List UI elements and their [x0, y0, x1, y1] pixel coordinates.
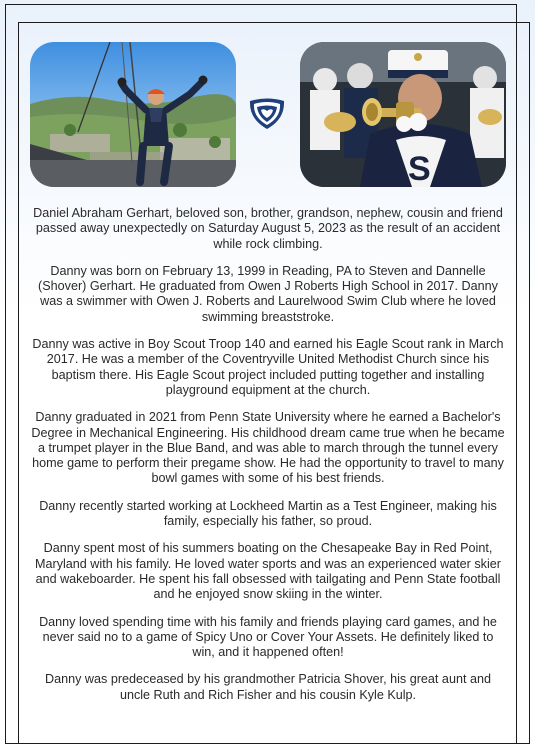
obituary-paragraph: Daniel Abraham Gerhart, beloved son, brother, grandson, nephew, cousin and friend passed away unexpectedly on Saturday August 5, 2023 as the result of an accident while rock climbing.	[33, 206, 503, 251]
obituary-paragraph: Danny was born on February 13, 1999 in Reading, PA to Steven and Dannelle (Shover) Gerhart. He graduated from Owen J Roberts High School in 2017. Danny was a swimmer with Owen J. Roberts and Laurelwood Swim Club where he loved swimming breaststroke.	[38, 263, 498, 324]
obituary-paragraph: Danny spent most of his summers boating on the Chesapeake Bay in Red Point, Maryland with his family. He loved water sports and was an experienced water skier and wakeboarder. He spent his fall obsessed with tailgating and Penn State football and he enjoyed snow skiing in the winter.	[35, 541, 501, 602]
obituary-paragraph: Danny graduated in 2021 from Penn State University where he earned a Bachelor's Degree in Mechanical Engineering. His childhood dream came true when he became a trumpet player in the Blue Band, and was able to march through the tunnel every home game to perform their pregame show. He had the opportunity to travel to many bowl games with some of his best friends.	[31, 410, 505, 486]
marching-band-trumpet-photo-icon	[300, 42, 506, 187]
penn-state-logo	[248, 97, 286, 130]
penn-state-nittany-lion-logo-icon	[248, 97, 286, 130]
rock-climbing-photo	[30, 42, 236, 187]
obituary-paragraph: Danny was predeceased by his grandmother Patricia Shover, his great aunt and uncle Ruth and Rich Fisher and his cousin Kyle Kulp.	[45, 672, 491, 702]
svg-text:S: S	[408, 150, 431, 187]
obituary-paragraph: Danny was active in Boy Scout Troop 140 and earned his Eagle Scout rank in March 2017. He was a member of the Coventryville United Methodist Church since his baptism there. His Eagle Scout project included putting together and installing playground equipment at the church.	[32, 337, 504, 397]
marching-band-photo	[300, 42, 506, 187]
rock-climbing-photo-icon	[30, 42, 236, 187]
obituary-text	[30, 206, 506, 715]
obituary-paragraph: Danny loved spending time with his family and friends playing card games, and he never said no to a game of Spicy Uno or Cover Your Assets. He definitely liked to win, and it happened often!	[39, 614, 497, 660]
obituary-paragraph: Danny recently started working at Lockheed Martin as a Test Engineer, making his family, especially his father, so proud.	[39, 498, 497, 529]
